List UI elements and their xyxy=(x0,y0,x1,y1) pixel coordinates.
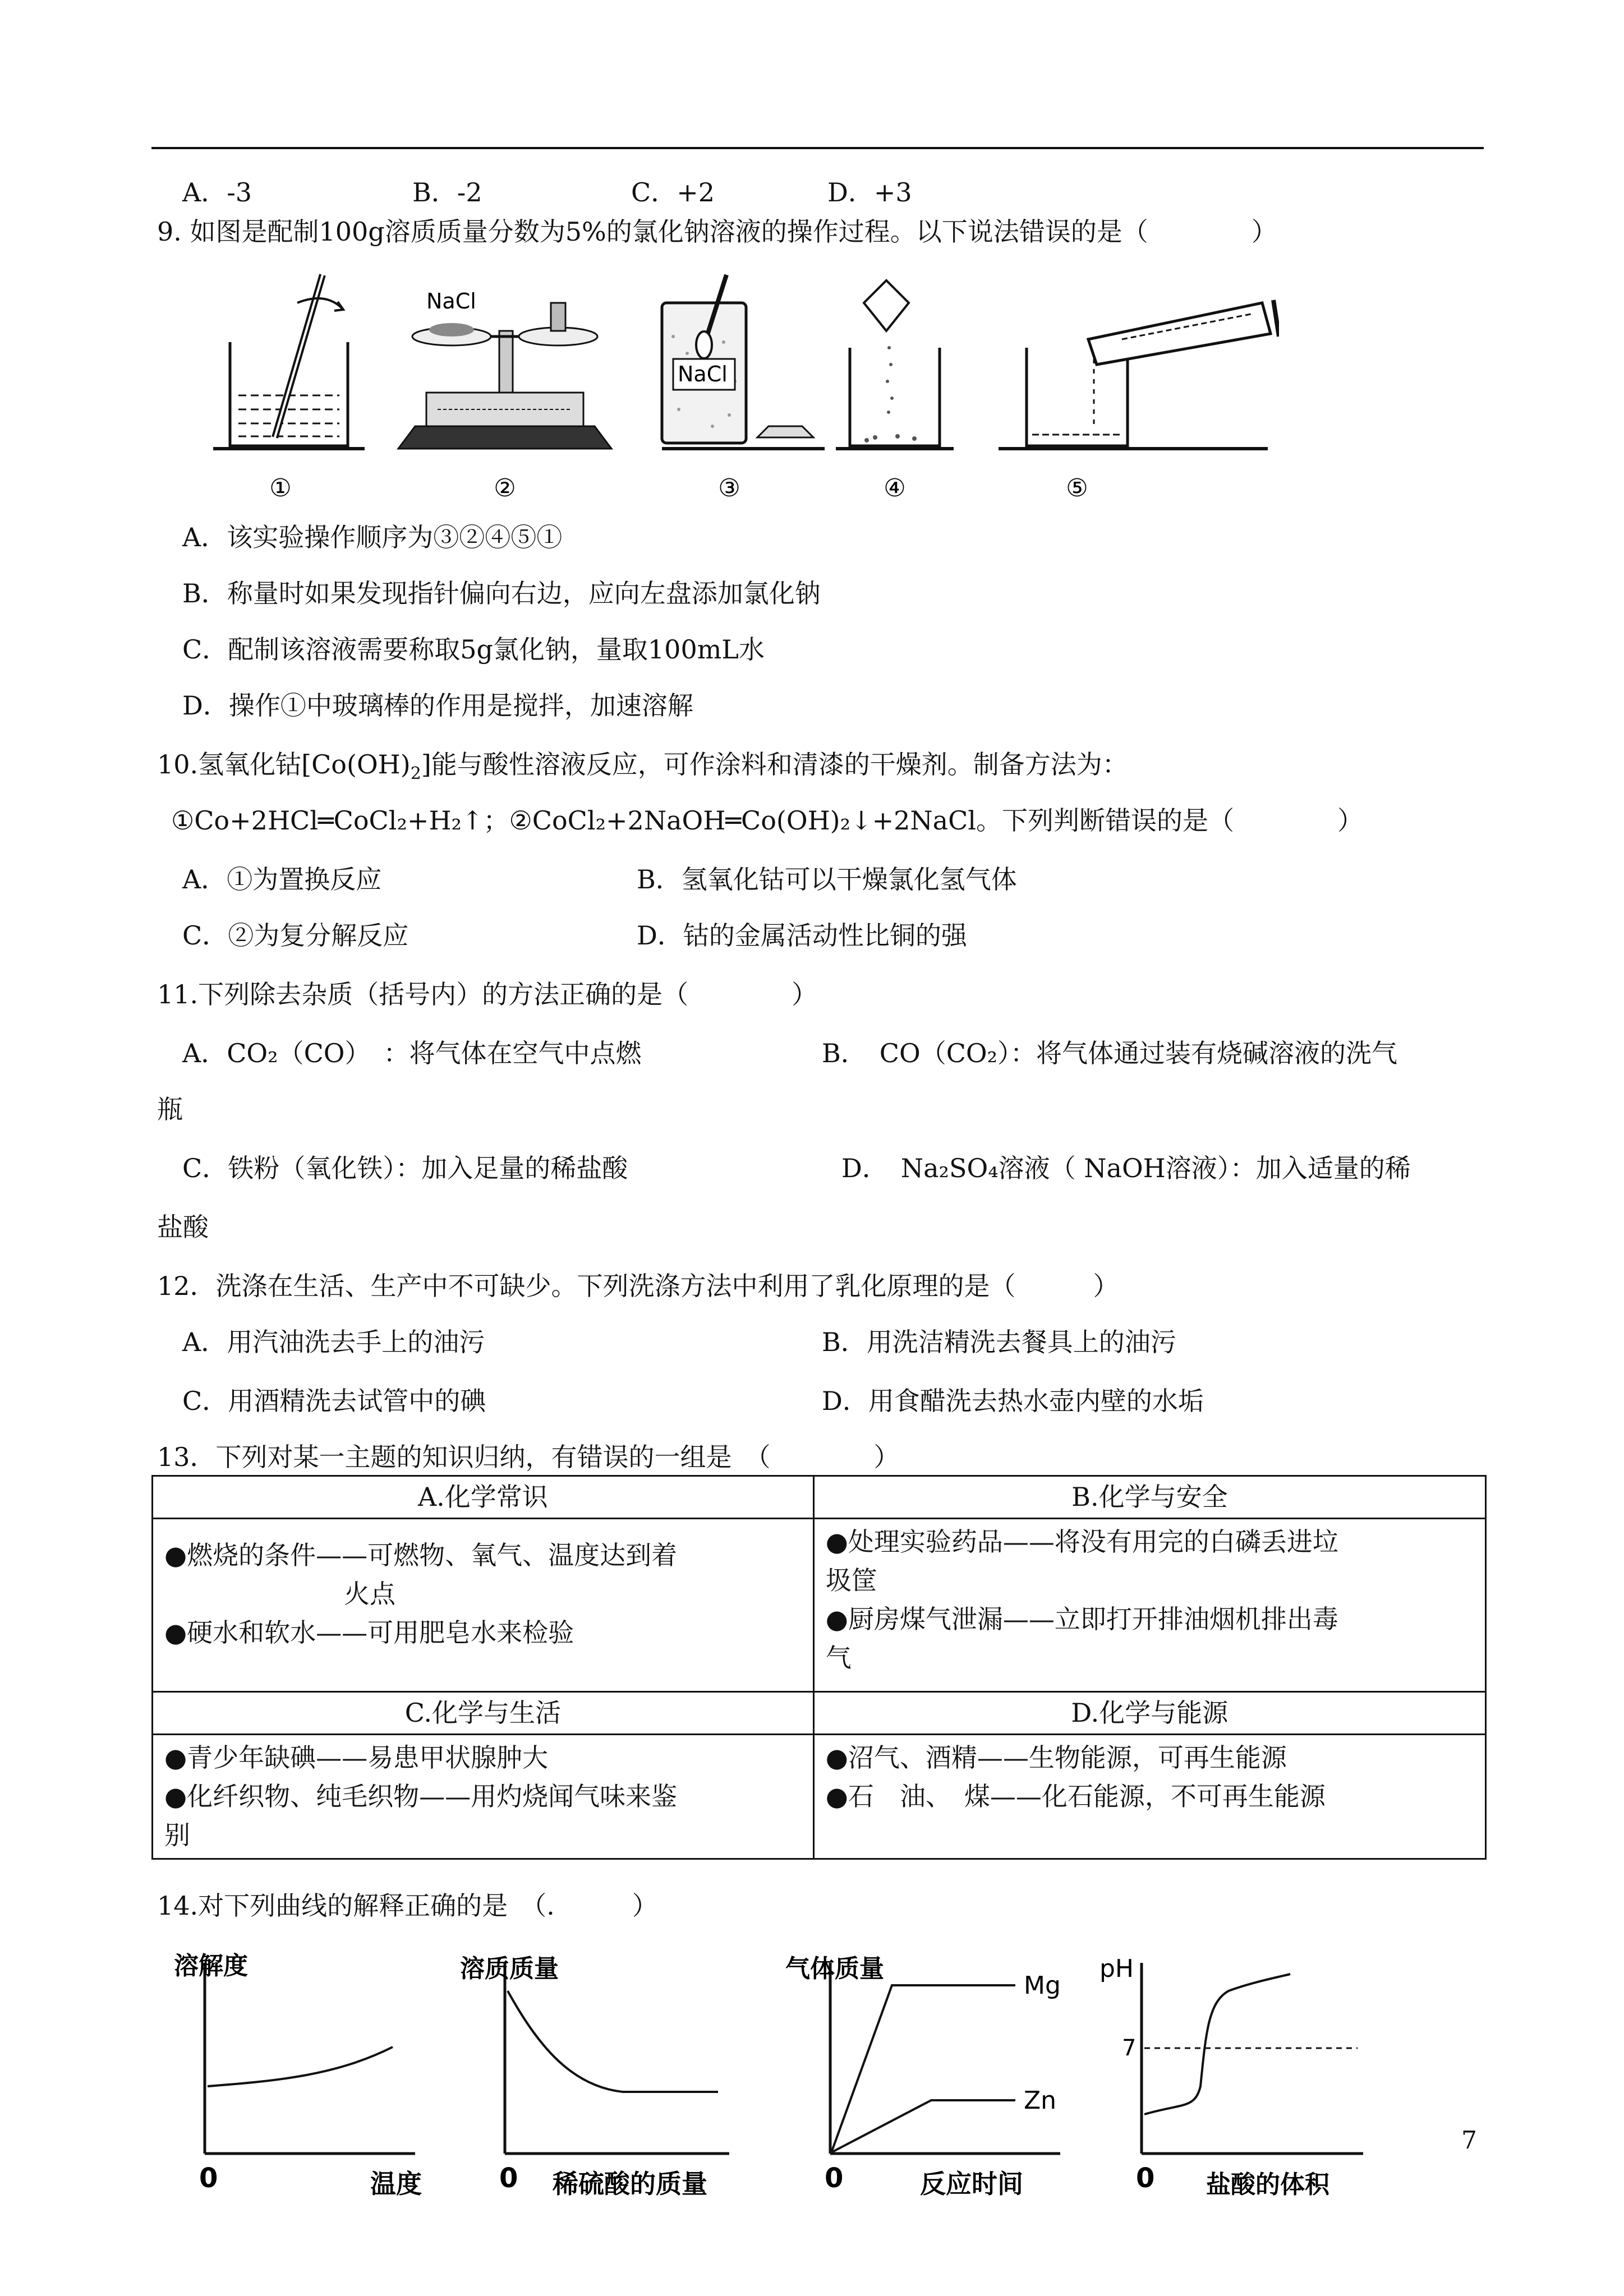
graph-solubility xyxy=(174,1952,422,2199)
graph1-origin: 0 xyxy=(199,2163,218,2194)
graph4-xlabel: 盐酸的体积 xyxy=(1206,2170,1329,2199)
table-header-b: B.化学与安全 xyxy=(813,1476,1485,1519)
graph1-ylabel: 溶解度 xyxy=(174,1952,248,1980)
q10-equations: ①Co+2HCl═CoCl₂+H₂↑；②CoCl₂+2NaOH═Co(OH)₂↓+2NaCl。下列判断错误的是（ ） xyxy=(171,805,1364,836)
q14-stem: 14.对下列曲线的解释正确的是 （. ） xyxy=(157,1891,658,1921)
graph4-ylabel: pH xyxy=(1099,1954,1134,1983)
q11-option-c: C．铁粉（氧化铁）：加入足量的稀盐酸 xyxy=(182,1153,628,1183)
graph2-ylabel: 溶质质量 xyxy=(460,1954,559,1983)
page-number: 7 xyxy=(1461,2126,1477,2155)
balance-nacl-label: NaCl xyxy=(426,289,476,313)
q8-option-a: A．-3 xyxy=(182,177,252,208)
table-header-a: A.化学常识 xyxy=(153,1476,814,1519)
figure-label-1: ① xyxy=(269,474,292,502)
table-b-item-2: ●厨房煤气泄漏——立即打开排油烟机排出毒 xyxy=(825,1604,1338,1634)
q10-option-d: D．钴的金属活动性比铜的强 xyxy=(637,920,967,951)
q9-figure xyxy=(213,269,1279,510)
figure-label-4: ④ xyxy=(884,474,906,502)
table-d-item-2: ●石 油、 煤——化石能源，不可再生能源 xyxy=(825,1781,1326,1811)
figure-label-2: ② xyxy=(494,474,516,502)
graph2-xlabel: 稀硫酸的质量 xyxy=(553,2169,707,2199)
q9-stem: 9. 如图是配制100g溶质质量分数为5%的氯化钠溶液的操作过程。以下说法错误的是（ ） xyxy=(157,216,1277,247)
graph4-origin: 0 xyxy=(1136,2163,1155,2194)
table-a-item-1-cont: 火点 xyxy=(344,1579,395,1609)
header-rule xyxy=(151,147,1484,149)
q11-option-b-cont: 瓶 xyxy=(157,1094,183,1124)
graph3-ylabel: 气体质量 xyxy=(785,1954,884,1983)
bottle-nacl-label: NaCl xyxy=(678,362,728,386)
q14-graphs xyxy=(168,1952,1459,2210)
q10-stem: 10.氢氧化钴$[Co(OH)_2]$能与酸性溶液反应，可作涂料和清漆的干燥剂。制备方法为： xyxy=(157,749,1128,783)
q9-option-a: A．该实验操作顺序为③②④⑤① xyxy=(182,522,563,552)
table-b-item-1: ●处理实验药品——将没有用完的白磷丢进垃 xyxy=(825,1527,1338,1557)
table-c-item-2-cont: 别 xyxy=(164,1820,190,1850)
table-header-d: D.化学与能源 xyxy=(813,1692,1485,1735)
q8-option-d: D．+3 xyxy=(827,177,912,208)
q12-stem: 12．洗涤在生活、生产中不可缺少。下列洗涤方法中利用了乳化原理的是（ ） xyxy=(157,1271,1119,1301)
pour-solid-figure xyxy=(836,280,954,502)
q13-stem: 13．下列对某一主题的知识归纳，有错误的一组是 （ ） xyxy=(157,1442,900,1472)
q11-option-d: D． Na₂SO₄溶液（ NaOH溶液）：加入适量的稀 xyxy=(841,1153,1411,1183)
graph3-origin: 0 xyxy=(825,2163,844,2194)
reagent-bottle-figure xyxy=(662,275,825,502)
table-cell-b xyxy=(813,1519,1485,1692)
q8-option-b: B．-2 xyxy=(412,177,482,208)
q13-knowledge-table xyxy=(151,1475,1487,1860)
q10-option-b: B．氢氧化钴可以干燥氯化氢气体 xyxy=(637,864,1017,895)
q12-option-a: A．用汽油洗去手上的油污 xyxy=(182,1327,485,1357)
pour-water-figure xyxy=(999,300,1279,502)
figure-label-5: ⑤ xyxy=(1066,474,1088,502)
q9-option-b: B．称量时如果发现指针偏向右边，应向左盘添加氯化钠 xyxy=(182,578,821,608)
table-cell-a xyxy=(153,1519,814,1692)
q9-option-c: C．配制该溶液需要称取5g氯化钠，量取100mL水 xyxy=(182,634,765,665)
graph-gas-mass xyxy=(785,1954,1061,2199)
table-a-item-1: ●燃烧的条件——可燃物、氧气、温度达到着 xyxy=(164,1540,678,1570)
q11-option-b: B． CO（CO₂）：将气体通过装有烧碱溶液的洗气 xyxy=(822,1038,1398,1068)
table-cell-c xyxy=(153,1735,814,1859)
q11-option-d-cont: 盐酸 xyxy=(157,1212,209,1242)
table-b-item-1-cont: 圾筐 xyxy=(825,1565,877,1596)
graph4-ref-label: 7 xyxy=(1122,2035,1137,2061)
beaker-stirring-figure xyxy=(213,275,365,502)
table-d-item-1: ●沼气、酒精——生物能源，可再生能源 xyxy=(825,1742,1287,1773)
graph1-xlabel: 温度 xyxy=(370,2169,422,2199)
q8-option-c: C．+2 xyxy=(631,177,715,208)
graph-solute-mass xyxy=(460,1954,729,2199)
table-c-item-1: ●青少年缺碘——易患甲状腺肿大 xyxy=(164,1742,549,1773)
q11-option-a: A．CO₂（CO） ：将气体在空气中点燃 xyxy=(182,1038,642,1068)
graph2-origin: 0 xyxy=(499,2163,518,2194)
table-a-item-2: ●硬水和软水——可用肥皂水来检验 xyxy=(164,1617,574,1648)
q9-option-d: D．操作①中玻璃棒的作用是搅拌，加速溶解 xyxy=(182,690,693,721)
figure-label-3: ③ xyxy=(718,474,740,502)
q11-stem: 11.下列除去杂质（括号内）的方法正确的是（ ） xyxy=(157,979,818,1009)
q12-option-c: C．用酒精洗去试管中的碘 xyxy=(182,1386,486,1416)
q10-option-a: A．①为置换反应 xyxy=(182,864,382,895)
graph3-xlabel: 反应时间 xyxy=(920,2169,1023,2199)
balance-figure xyxy=(398,289,611,502)
table-c-item-2: ●化纤织物、纯毛织物——用灼烧闻气味来鉴 xyxy=(164,1781,678,1811)
q12-option-d: D．用食醋洗去热水壶内壁的水垢 xyxy=(822,1386,1204,1416)
table-cell-d xyxy=(813,1735,1485,1859)
q10-option-c: C．②为复分解反应 xyxy=(182,920,409,951)
graph3-series-mg: Mg xyxy=(1024,1971,1061,2000)
table-header-c: C.化学与生活 xyxy=(153,1692,814,1735)
graph3-series-zn: Zn xyxy=(1024,2086,1057,2115)
table-b-item-2-cont: 气 xyxy=(825,1643,852,1673)
q12-option-b: B．用洗洁精洗去餐具上的油污 xyxy=(822,1327,1176,1357)
graph-ph xyxy=(1099,1954,1363,2199)
